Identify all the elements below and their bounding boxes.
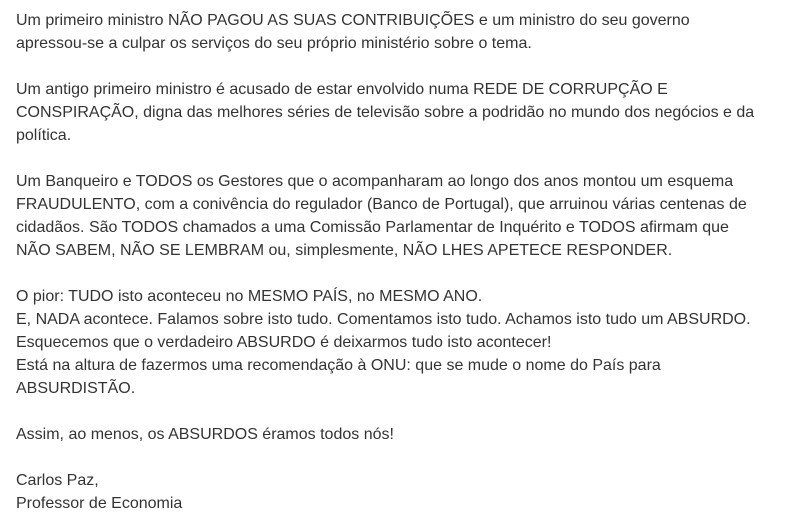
text-line: Esquecemos que o verdadeiro ABSURDO é deixarmos tudo isto acontecer! xyxy=(16,334,552,351)
signature-title: Professor de Economia xyxy=(16,495,183,512)
paragraph-banker xyxy=(16,170,779,262)
text-line: política. xyxy=(16,127,72,144)
signature-name: Carlos Paz, xyxy=(16,472,99,489)
paragraph-conclusion xyxy=(16,423,779,446)
text-line: NÃO SABEM, NÃO SE LEMBRAM ou, simplesmente, NÃO LHES APETECE RESPONDER. xyxy=(16,242,673,259)
text-line: apressou-se a culpar os serviços do seu próprio ministério sobre o tema. xyxy=(16,35,532,52)
text-line: Um primeiro ministro NÃO PAGOU AS SUAS CONTRIBUIÇÕES e um ministro do seu governo xyxy=(16,12,690,29)
text-line: Assim, ao menos, os ABSURDOS éramos todos nós! xyxy=(16,426,394,443)
paragraph-contributions xyxy=(16,9,779,55)
signature xyxy=(16,469,779,515)
paragraph-corruption xyxy=(16,78,779,147)
text-line: FRAUDULENTO, com a conivência do regulador (Banco de Portugal), que arruinou várias centenas de xyxy=(16,196,747,213)
text-line: O pior: TUDO isto aconteceu no MESMO PAÍS, no MESMO ANO. xyxy=(16,288,483,305)
text-line: cidadãos. São TODOS chamados a uma Comissão Parlamentar de Inquérito e TODOS afirmam que xyxy=(16,219,729,236)
text-line: Um antigo primeiro ministro é acusado de estar envolvido numa REDE DE CORRUPÇÃO E xyxy=(16,81,668,98)
paragraph-absurd xyxy=(16,285,779,400)
text-line: Está na altura de fazermos uma recomendação à ONU: que se mude o nome do País para xyxy=(16,357,661,374)
text-line: E, NADA acontece. Falamos sobre isto tudo. Comentamos isto tudo. Achamos isto tudo um ABSURDO. xyxy=(16,311,751,328)
text-line: Um Banqueiro e TODOS os Gestores que o acompanharam ao longo dos anos montou um esquema xyxy=(16,173,734,190)
text-line: ABSURDISTÃO. xyxy=(16,380,136,397)
text-line: CONSPIRAÇÃO, digna das melhores séries de televisão sobre a podridão no mundo dos negócios e da xyxy=(16,104,755,121)
